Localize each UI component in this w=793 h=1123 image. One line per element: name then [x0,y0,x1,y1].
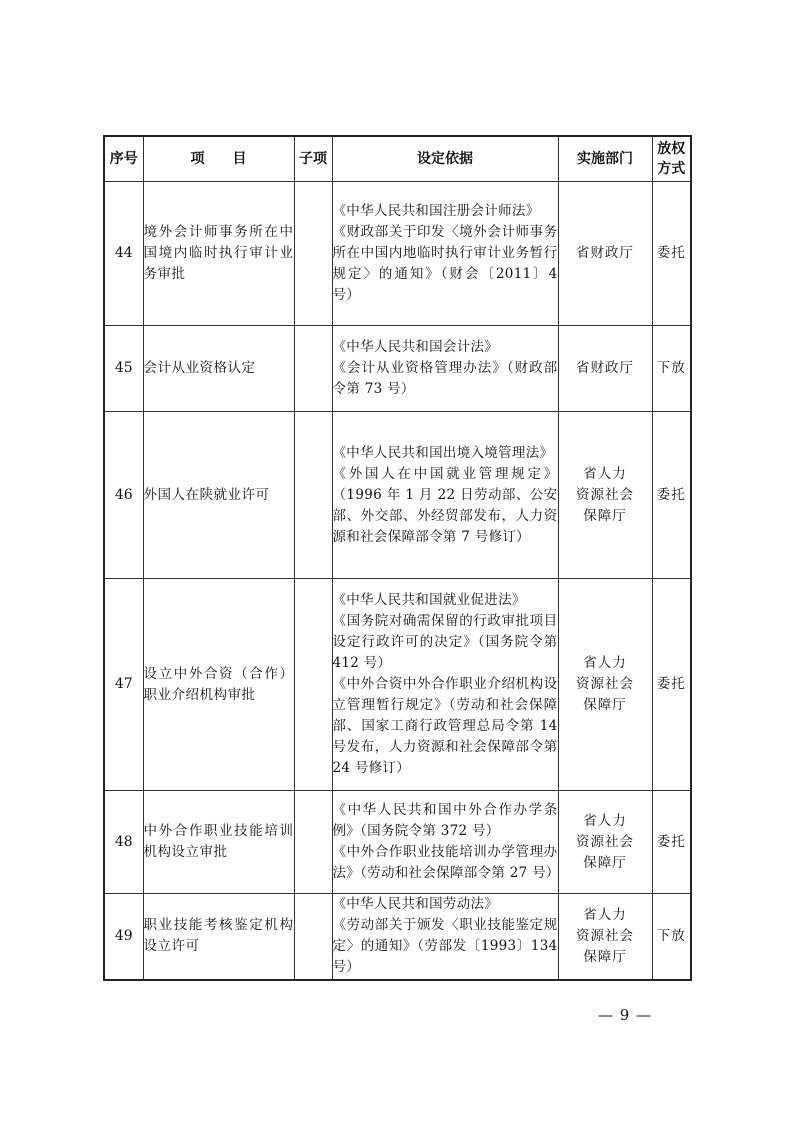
row-department: 省财政厅 [558,182,652,326]
row-item-name: 设立中外合资（合作）职业介绍机构审批 [143,579,294,791]
row-department: 省人力 资源社会 保障厅 [558,791,652,894]
row-serial-number: 48 [104,791,143,894]
row-department: 省人力 资源社会 保障厅 [558,894,652,980]
approval-items-table [103,135,692,981]
row-sub-item [294,791,332,894]
table-header-row [104,136,691,182]
row-delegation-mode: 委托 [652,791,691,894]
row-serial-number: 44 [104,182,143,326]
row-legal-basis: 《中华人民共和国出境入境管理法》 《外国人在中国就业管理规定》（1996 年 1 月 22 日劳动部、公安部、外交部、外经贸部发布，人力资源和社会保障部令第 7 号修订） [332,412,558,579]
row-item-name: 中外合作职业技能培训机构设立审批 [143,791,294,894]
page-number: — 9 — [598,1006,653,1024]
row-delegation-mode: 委托 [652,579,691,791]
row-sub-item [294,579,332,791]
row-department: 省人力 资源社会 保障厅 [558,579,652,791]
row-sub-item [294,412,332,579]
header-legal-basis: 设定依据 [332,136,558,182]
header-department: 实施部门 [558,136,652,182]
row-legal-basis: 《中华人民共和国会计法》 《会计从业资格管理办法》（财政部令第 73 号） [332,326,558,412]
row-serial-number: 49 [104,894,143,980]
table-row [104,579,691,791]
row-item-name: 境外会计师事务所在中国境内临时执行审计业务审批 [143,182,294,326]
row-item-name: 会计从业资格认定 [143,326,294,412]
row-delegation-mode: 下放 [652,894,691,980]
row-item-name: 职业技能考核鉴定机构设立许可 [143,894,294,980]
header-sub-item: 子项 [294,136,332,182]
row-legal-basis: 《中华人民共和国中外合作办学条例》（国务院令第 372 号） 《中外合作职业技能培训办学管理办法》（劳动和社会保障部令第 27 号） [332,791,558,894]
header-item: 项 目 [143,136,294,182]
table-row [104,791,691,894]
row-legal-basis: 《中华人民共和国注册会计师法》 《财政部关于印发〈境外会计师事务所在中国内地临时执行审计业务暂行规定〉的通知》（财会〔2011〕4 号） [332,182,558,326]
row-legal-basis: 《中华人民共和国劳动法》 《劳动部关于颁发〈职业技能鉴定规定〉的通知》（劳部发〔1993〕134 号） [332,894,558,980]
table-row [104,182,691,326]
row-legal-basis: 《中华人民共和国就业促进法》 《国务院对确需保留的行政审批项目设定行政许可的决定》（国务院令第 412 号） 《中外合资中外合作职业介绍机构设立管理暂行规定》（劳动和社会保障部、国家工商行政管理总局令第 14 号发布，人力资源和社会保障部令第 24 号修订） [332,579,558,791]
row-department: 省财政厅 [558,326,652,412]
row-sub-item [294,326,332,412]
row-item-name: 外国人在陕就业许可 [143,412,294,579]
row-serial-number: 46 [104,412,143,579]
row-delegation-mode: 委托 [652,412,691,579]
row-delegation-mode: 下放 [652,326,691,412]
row-sub-item [294,182,332,326]
row-serial-number: 45 [104,326,143,412]
row-department: 省人力 资源社会 保障厅 [558,412,652,579]
row-sub-item [294,894,332,980]
header-delegation-mode: 放权 方式 [652,136,691,182]
row-delegation-mode: 委托 [652,182,691,326]
table-row [104,412,691,579]
table-row [104,894,691,980]
row-serial-number: 47 [104,579,143,791]
table-row [104,326,691,412]
header-serial-number: 序号 [104,136,143,182]
